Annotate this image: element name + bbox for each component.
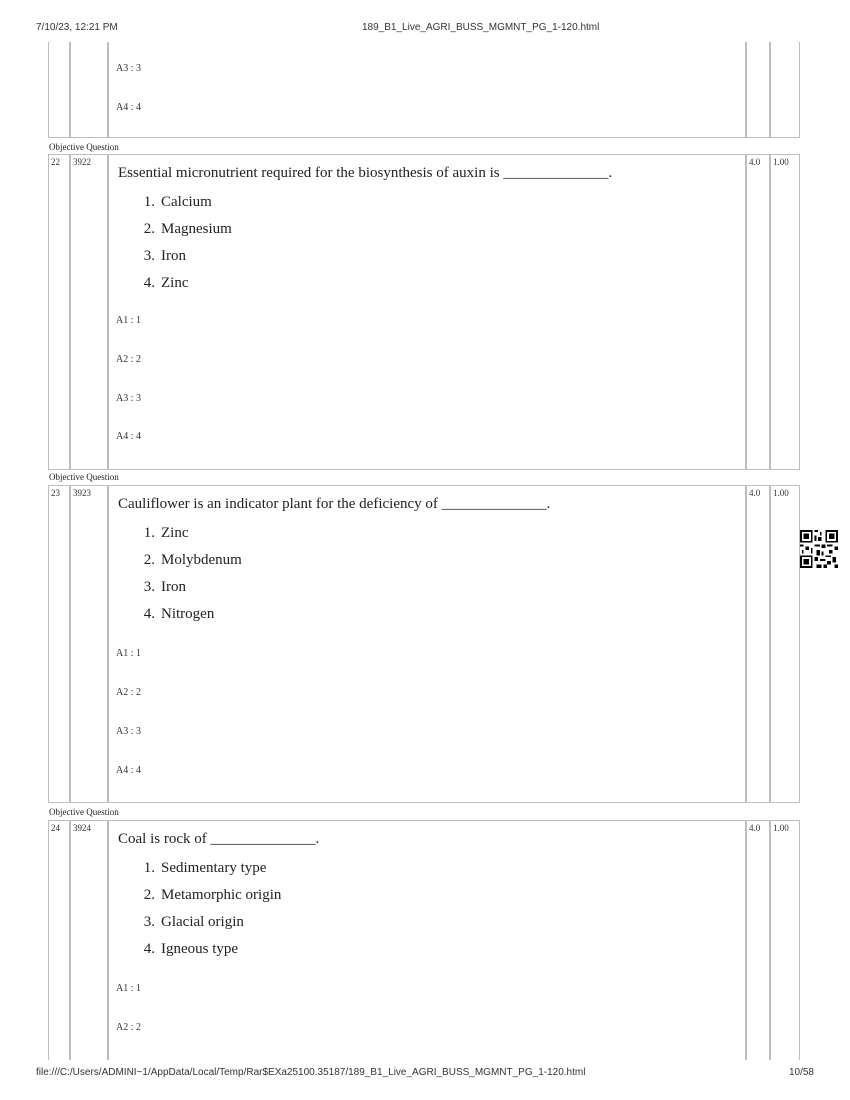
marks-cell — [746, 820, 770, 1060]
option-number: 3. — [143, 914, 155, 930]
answer-a1: A1 : 1 — [116, 648, 141, 659]
answer-a2: A2 : 2 — [116, 354, 141, 365]
question-number-cell — [48, 485, 70, 803]
prev-no-cell — [48, 42, 70, 138]
option-number: 1. — [143, 860, 155, 876]
option-number: 4. — [143, 941, 155, 957]
answer-a3: A3 : 3 — [116, 726, 141, 737]
negative-marks-value: 1.00 — [773, 157, 789, 167]
option-item — [137, 192, 232, 219]
marks-cell — [746, 154, 770, 470]
answer-a3: A3 : 3 — [116, 393, 141, 404]
print-title: 189_B1_Live_AGRI_BUSS_MGMNT_PG_1-120.html — [362, 22, 600, 33]
question-body-cell — [108, 485, 746, 803]
question-id: 3923 — [73, 488, 91, 498]
question-number: 22 — [51, 157, 60, 167]
option-item — [137, 577, 242, 604]
question-body-cell — [108, 820, 746, 1060]
question-number-cell — [48, 820, 70, 1060]
option-item — [137, 523, 242, 550]
page-number: 10/58 — [788, 1067, 814, 1078]
prev-marks-cell — [746, 42, 770, 138]
answer-a3: A3 : 3 — [116, 63, 141, 74]
option-item — [137, 912, 281, 939]
option-item — [137, 273, 232, 300]
marks-value: 4.0 — [749, 488, 761, 498]
option-text: Glacial origin — [161, 914, 244, 930]
question-type-label: Objective Question — [49, 142, 119, 152]
answer-a4: A4 : 4 — [116, 102, 141, 113]
answer-a2: A2 : 2 — [116, 1022, 141, 1033]
print-footer — [0, 1067, 850, 1081]
option-number: 2. — [143, 887, 155, 903]
question-id-cell — [70, 154, 108, 470]
option-text: Iron — [161, 248, 186, 264]
print-header — [0, 22, 850, 36]
question-id: 3924 — [73, 823, 91, 833]
print-datetime: 7/10/23, 12:21 PM — [36, 22, 118, 33]
question-text: Coal is rock of ______________. — [118, 831, 320, 847]
option-text: Magnesium — [161, 221, 232, 237]
marks-cell — [746, 485, 770, 803]
question-number: 24 — [51, 823, 60, 833]
answer-a1: A1 : 1 — [116, 315, 141, 326]
option-item — [137, 885, 281, 912]
qr-code-icon — [800, 530, 838, 568]
option-item — [137, 939, 281, 966]
answer-a4: A4 : 4 — [116, 431, 141, 442]
answer-a2: A2 : 2 — [116, 687, 141, 698]
question-sheet — [48, 42, 802, 1060]
negative-marks-cell — [770, 820, 800, 1060]
prev-body-cell — [108, 42, 746, 138]
question-id-cell — [70, 820, 108, 1060]
question-text: Cauliflower is an indicator plant for the deficiency of ______________. — [118, 496, 551, 512]
option-text: Igneous type — [161, 941, 239, 957]
option-text: Zinc — [161, 525, 189, 541]
question-id-cell — [70, 485, 108, 803]
option-text: Metamorphic origin — [161, 887, 282, 903]
option-number: 4. — [143, 275, 155, 291]
marks-value: 4.0 — [749, 823, 761, 833]
question-text: Essential micronutrient required for the biosynthesis of auxin is ______________. — [118, 165, 613, 181]
option-number: 1. — [143, 194, 155, 210]
option-list — [137, 523, 242, 631]
option-list — [137, 858, 281, 966]
option-number: 2. — [143, 552, 155, 568]
file-path: file:///C:/Users/ADMINI~1/AppData/Local/Temp/Rar$EXa25100.35187/189_B1_Live_AGRI_BUSS_MGMNT_PG_1-120.html — [36, 1067, 586, 1078]
option-item — [137, 246, 232, 273]
question-id: 3922 — [73, 157, 91, 167]
option-number: 1. — [143, 525, 155, 541]
option-number: 2. — [143, 221, 155, 237]
negative-marks-cell — [770, 485, 800, 803]
option-item — [137, 858, 281, 885]
option-text: Zinc — [161, 275, 189, 291]
option-item — [137, 219, 232, 246]
option-list — [137, 192, 232, 300]
option-number: 3. — [143, 579, 155, 595]
option-number: 4. — [143, 606, 155, 622]
option-item — [137, 550, 242, 577]
option-text: Nitrogen — [161, 606, 215, 622]
marks-value: 4.0 — [749, 157, 761, 167]
negative-marks-cell — [770, 154, 800, 470]
option-text: Molybdenum — [161, 552, 242, 568]
negative-marks-value: 1.00 — [773, 488, 789, 498]
negative-marks-value: 1.00 — [773, 823, 789, 833]
prev-id-cell — [70, 42, 108, 138]
option-number: 3. — [143, 248, 155, 264]
question-number: 23 — [51, 488, 60, 498]
answer-a4: A4 : 4 — [116, 765, 141, 776]
question-body-cell — [108, 154, 746, 470]
option-text: Iron — [161, 579, 186, 595]
question-number-cell — [48, 154, 70, 470]
question-type-label: Objective Question — [49, 472, 119, 482]
option-item — [137, 604, 242, 631]
option-text: Calcium — [161, 194, 212, 210]
option-text: Sedimentary type — [161, 860, 267, 876]
question-type-label: Objective Question — [49, 807, 119, 817]
prev-neg-cell — [770, 42, 800, 138]
answer-a1: A1 : 1 — [116, 983, 141, 994]
